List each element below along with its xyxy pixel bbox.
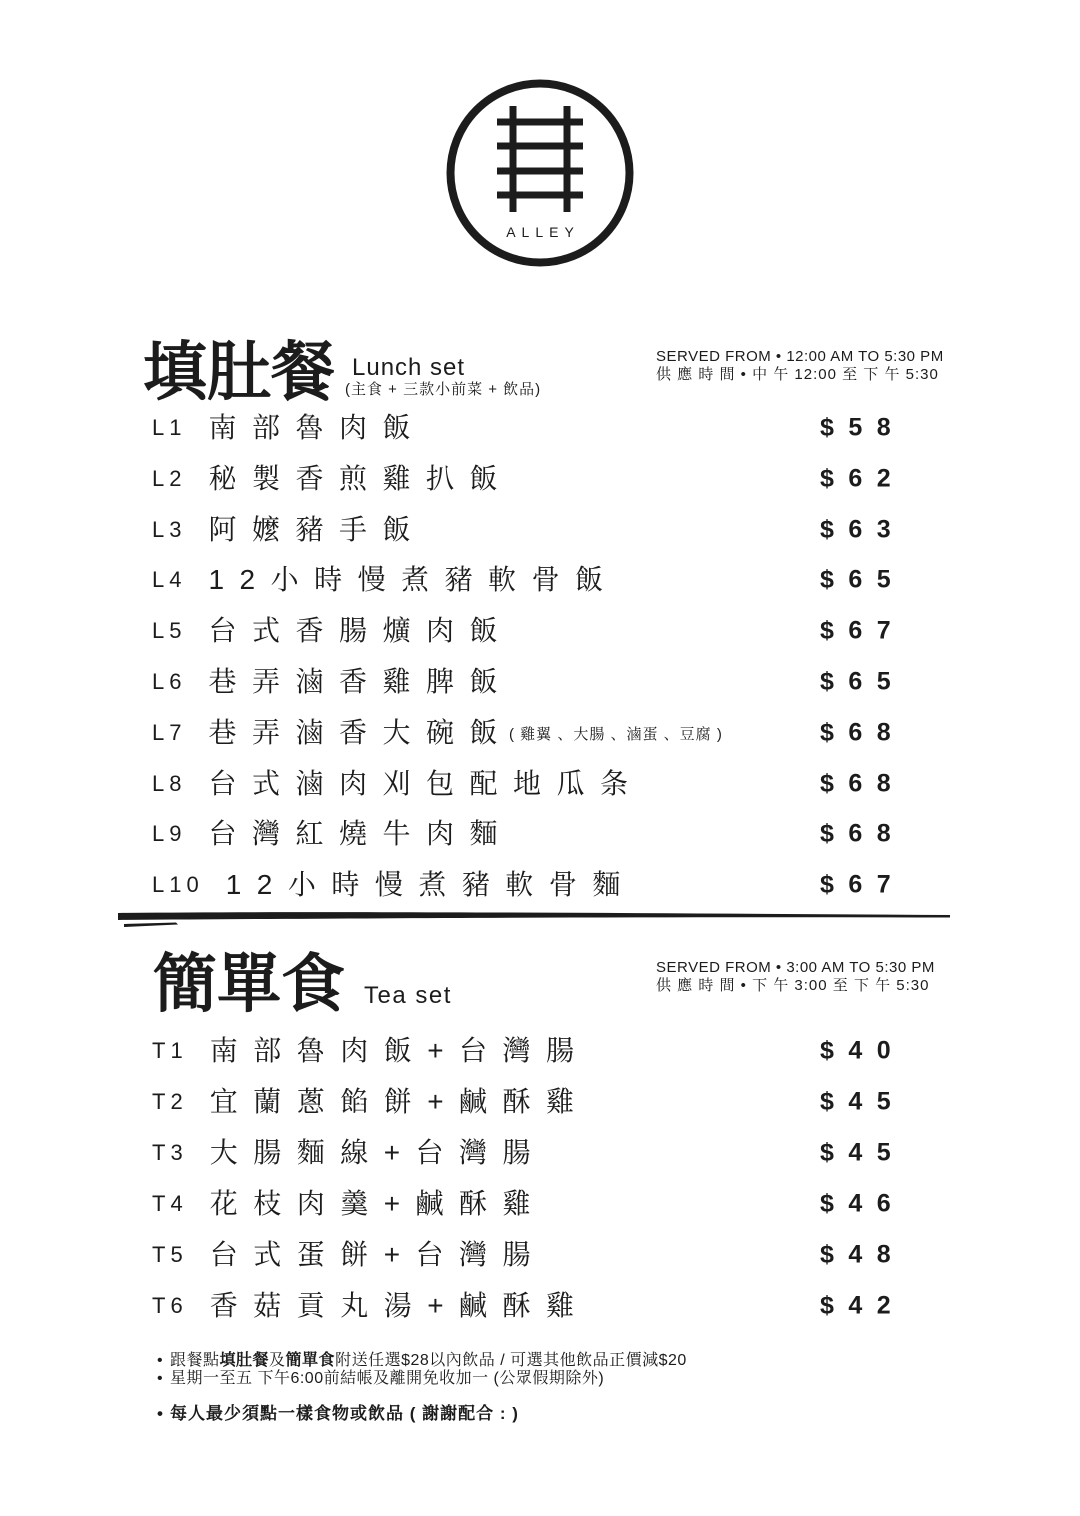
item-price: $68: [820, 819, 906, 848]
item-price: $42: [820, 1291, 906, 1320]
tea-items-list: [0, 1026, 1080, 1332]
menu-item-t3: [0, 1128, 1080, 1179]
footnote-minimum-order: • 每人最少須點一樣食物或飲品 ( 謝謝配合 : ): [157, 1405, 687, 1423]
item-name: 巷弄滷香大碗飯: [208, 716, 513, 748]
item-price: $45: [820, 1087, 906, 1116]
tea-served-en: SERVED FROM • 3:00 AM TO 5:30 PM: [656, 959, 935, 976]
item-code: T3: [152, 1140, 188, 1165]
alley-logo: [440, 73, 640, 273]
item-name: 台式滷肉刈包配地瓜条: [208, 767, 644, 799]
lunch-served-hours: [656, 348, 944, 384]
brush-divider: [0, 900, 1080, 934]
footnote-text: 跟餐點: [170, 1352, 220, 1369]
item-code: L10: [152, 872, 204, 898]
menu-item-l8: [0, 758, 1080, 809]
item-price: $65: [820, 667, 906, 696]
tea-set-subtitle: Tea set: [364, 982, 452, 1009]
menu-item-t2: [0, 1077, 1080, 1128]
menu-item-l5: [0, 606, 1080, 657]
tea-set-title: 簡單食: [153, 948, 345, 1020]
item-price: $63: [820, 515, 906, 544]
lunch-items-list: [0, 403, 1080, 911]
item-price: $46: [820, 1189, 906, 1218]
menu-item-l7: [0, 707, 1080, 758]
menu-item-l2: [0, 453, 1080, 504]
footnotes: [157, 1352, 687, 1423]
menu-item-l3: [0, 504, 1080, 555]
item-code: L6: [152, 668, 187, 694]
item-name: 台式蛋餅+台灣腸: [209, 1239, 547, 1270]
item-price: $67: [820, 616, 906, 645]
menu-item-l9: [0, 809, 1080, 860]
item-code: L9: [152, 821, 187, 847]
menu-item-l1: [0, 403, 1080, 454]
item-code: L1: [152, 414, 187, 440]
item-code: L2: [152, 465, 187, 491]
tea-served-hours: [656, 959, 935, 995]
menu-item-t1: [0, 1026, 1080, 1077]
item-code: T4: [152, 1191, 188, 1216]
lunch-served-zh: 供 應 時 間 • 中 午 12:00 至 下 午 5:30: [656, 366, 939, 383]
item-name: 南部魯肉飯: [208, 411, 426, 443]
item-name: 南部魯肉飯+台灣腸: [209, 1035, 590, 1066]
footnote-service-charge: • 星期一至五 下午6:00前結帳及離開免收加一 (公眾假期除外): [157, 1370, 687, 1388]
item-code: L7: [152, 719, 187, 745]
footnote-drink-offer: [157, 1352, 687, 1370]
item-price: $40: [820, 1036, 906, 1065]
item-name: 香菇貢丸湯+鹹酥雞: [209, 1290, 590, 1321]
item-code: T5: [152, 1242, 188, 1267]
item-name: 大腸麵線+台灣腸: [209, 1137, 547, 1168]
item-price: $65: [820, 565, 906, 594]
menu-item-t5: [0, 1230, 1080, 1281]
item-price: $58: [820, 413, 906, 442]
menu-item-l6: [0, 657, 1080, 708]
footnote-text: 附送任選$28以內飲品 / 可選其他飲品正價減$20: [335, 1352, 687, 1369]
item-name: 12小時慢煮豬軟骨飯: [208, 564, 619, 596]
item-name: 阿嬤豬手飯: [208, 513, 426, 545]
item-price: $62: [820, 464, 906, 493]
item-code: T1: [152, 1038, 188, 1063]
item-price: $67: [820, 870, 906, 899]
item-code: T2: [152, 1089, 188, 1114]
lunch-set-subtitle: Lunch set: [352, 354, 466, 381]
lunch-served-en: SERVED FROM • 12:00 AM TO 5:30 PM: [656, 348, 944, 365]
item-name: 宜蘭蔥餡餅+鹹酥雞: [209, 1086, 590, 1117]
item-toppings-note: ( 雞翼 、大腸 、滷蛋 、豆腐 ): [509, 726, 723, 744]
item-price: $48: [820, 1240, 906, 1269]
item-code: L8: [152, 770, 187, 796]
tea-served-zh: 供 應 時 間 • 下 午 3:00 至 下 午 5:30: [656, 977, 930, 994]
lunch-set-title: 填肚餐: [143, 336, 335, 408]
item-code: L3: [152, 516, 187, 542]
logo-text: ALLEY: [506, 224, 580, 240]
menu-item-l4: [0, 555, 1080, 606]
item-name: 台式香腸爌肉飯: [208, 615, 513, 647]
footnote-text: 及: [269, 1352, 286, 1369]
item-code: L5: [152, 618, 187, 644]
item-price: $68: [820, 769, 906, 798]
item-price: $45: [820, 1138, 906, 1167]
item-price: $68: [820, 718, 906, 747]
footnote-emphasis: 填肚餐: [219, 1352, 270, 1369]
menu-item-t6: [0, 1281, 1080, 1332]
item-code: T6: [152, 1293, 188, 1318]
lunch-set-includes: (主食 + 三款小前菜 + 飲品): [345, 381, 542, 398]
item-code: L4: [152, 567, 187, 593]
rail-track-icon: [497, 106, 583, 212]
item-name: 花枝肉羹+鹹酥雞: [209, 1188, 547, 1219]
item-name: 秘製香煎雞扒飯: [208, 462, 513, 494]
item-name: 巷弄滷香雞脾飯: [208, 665, 513, 697]
item-name: 12小時慢煮豬軟骨麵: [225, 869, 636, 901]
footnote-emphasis: 簡單食: [285, 1352, 336, 1369]
item-name: 台灣紅燒牛肉麵: [208, 818, 513, 850]
menu-item-t4: [0, 1179, 1080, 1230]
